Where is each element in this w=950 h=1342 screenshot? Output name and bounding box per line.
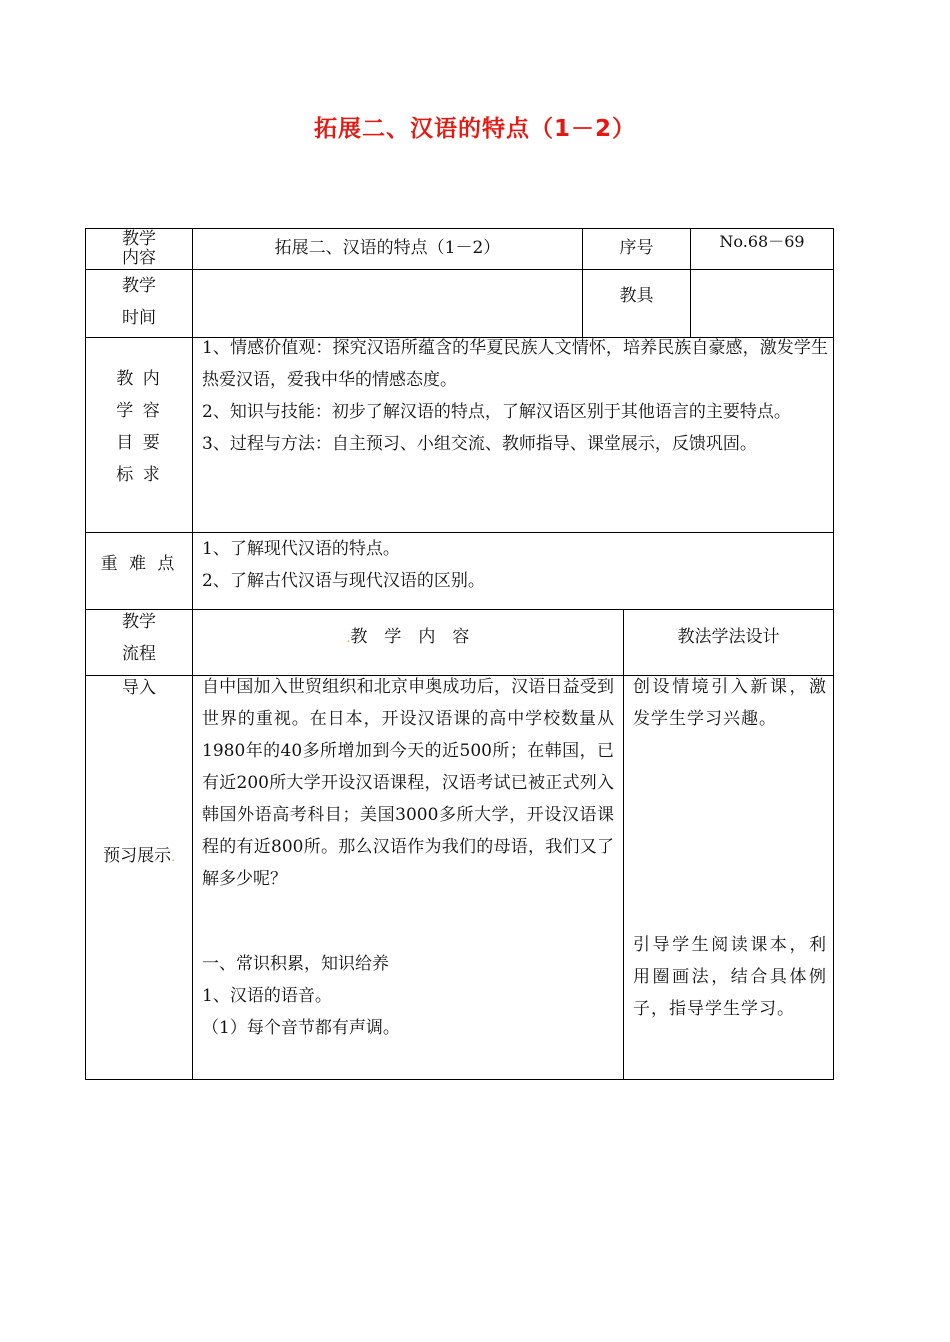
objective-item: 2、知识与技能：初步了解汉语的特点，了解汉语区别于其他语言的主要特点。 <box>202 402 791 422</box>
label-preview-text: 预习展示 <box>103 846 172 866</box>
intro-paragraph: 自中国加入世贸组织和北京申奥成功后，汉语日益受到世界的重视。在日本，开设汉语课的高中学校数量从1980年的40多所增加到今天的近500所；在韩国，已有近200所大学开设汉语课程，汉语考试已被正式列入韩国外语高考科目；美国3000多所大学，开设汉语课程的有近800所。那么汉语作为我们的母语，我们又了解多少呢？ <box>202 677 614 889</box>
label-preview <box>86 840 192 873</box>
subsection-item: （1）每个音节都有声调。 <box>202 1018 400 1038</box>
label-teaching-flow: 教学 流程 <box>122 612 156 664</box>
header-method-design: 教法学法设计 <box>677 627 780 647</box>
objective-item: 1、情感价值观：探究汉语所蕴含的华夏民族人文情怀，培养民族自豪感，激发学生热爱汉语，爱我中华的情感态度。 <box>202 338 828 390</box>
key-point-item: 1、了解现代汉语的特点。 <box>202 539 400 559</box>
label-intro: 导入 <box>122 678 156 698</box>
label-teaching-time: 教学 时间 <box>122 276 156 328</box>
section-heading: 一、常识积累，知识给养 <box>202 954 389 974</box>
key-point-item: 2、了解古代汉语与现代汉语的区别。 <box>202 571 485 591</box>
objectives-content <box>202 332 828 460</box>
page-title: 拓展二、汉语的特点（1－2） <box>313 116 636 142</box>
key-points-content <box>202 533 822 597</box>
method-intro: 创设情境引入新课，激发学生学习兴趣。 <box>633 677 827 729</box>
method-guidance: 引导学生阅读课本，利用圈画法，结合具体例子，指导学生学习。 <box>633 935 827 1019</box>
label-key-points: 重 难 点 <box>100 554 178 574</box>
label-teaching-content: 教学 内容 <box>122 229 156 268</box>
format-mark: . <box>346 631 351 645</box>
label-sequence: 序号 <box>619 238 654 258</box>
sequence-number: No.68－69 <box>719 232 805 251</box>
objective-item: 3、过程与方法：自主预习、小组交流、教师指导、课堂展示，反馈巩固。 <box>202 434 757 454</box>
lesson-title-cell: 拓展二、汉语的特点（1－2） <box>274 238 501 258</box>
header-content-text: 教 学 内 容 <box>350 627 470 647</box>
label-teaching-tools: 教具 <box>619 286 654 306</box>
header-teaching-content <box>193 621 623 654</box>
subsection-heading: 1、汉语的语音。 <box>202 986 332 1006</box>
format-mark: . <box>171 850 175 864</box>
label-objectives: 教 内 学 容 目 要 标 求 <box>116 369 162 485</box>
